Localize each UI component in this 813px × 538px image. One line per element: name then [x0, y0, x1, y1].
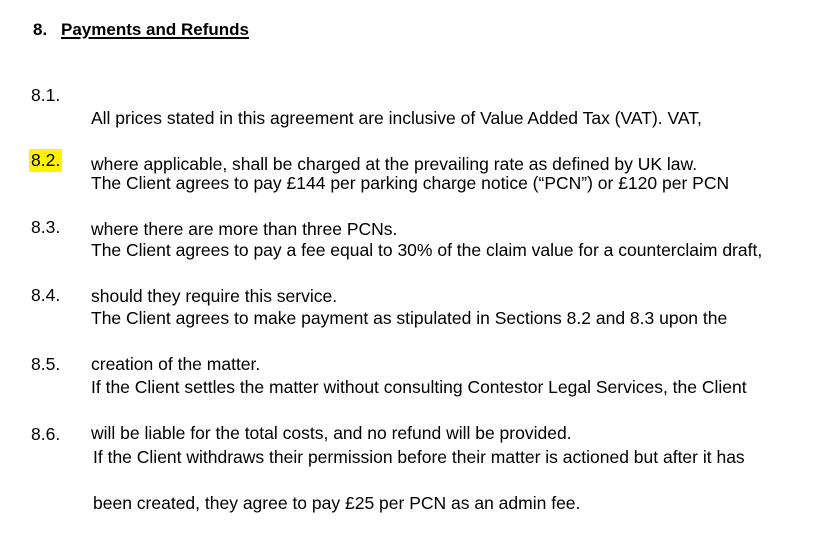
- clause-number-highlighted: 8.2.: [31, 150, 61, 170]
- clause-line: If the Client settles the matter without consulting Contestor Legal Services, the Client: [91, 377, 747, 397]
- clause-line: creation of the matter.: [91, 354, 261, 374]
- clause-line: where applicable, shall be charged at the prevailing rate as defined by UK law.: [91, 154, 698, 174]
- clause-line: will be liable for the total costs, and no refund will be provided.: [91, 423, 572, 443]
- clause-line: If the Client withdraws their permission before their matter is actioned but after it has: [93, 447, 745, 467]
- section-heading: [33, 20, 249, 40]
- clause-line: The Client agrees to pay £144 per parking charge notice (“PCN”) or £120 per PCN: [91, 173, 730, 193]
- clause-line: The Client agrees to make payment as stipulated in Sections 8.2 and 8.3 upon the: [91, 308, 728, 328]
- clause-number: 8.5.: [31, 354, 61, 374]
- clause-number: 8.4.: [31, 285, 61, 305]
- section-number: 8.: [33, 20, 48, 39]
- clause-line: The Client agrees to pay a fee equal to 30% of the claim value for a counterclaim draft,: [91, 240, 763, 260]
- clause-number: 8.6.: [31, 424, 61, 444]
- clause-text: [93, 423, 805, 538]
- section-title: Payments and Refunds: [61, 20, 249, 39]
- clause-number: 8.1.: [31, 85, 61, 105]
- clause-line: All prices stated in this agreement are inclusive of Value Added Tax (VAT). VAT,: [91, 108, 702, 128]
- clause-line: where there are more than three PCNs.: [91, 219, 398, 239]
- clause-line: should they require this service.: [91, 286, 338, 306]
- clause-number: 8.3.: [31, 217, 61, 237]
- clause-line: been created, they agree to pay £25 per PCN as an admin fee.: [93, 493, 581, 513]
